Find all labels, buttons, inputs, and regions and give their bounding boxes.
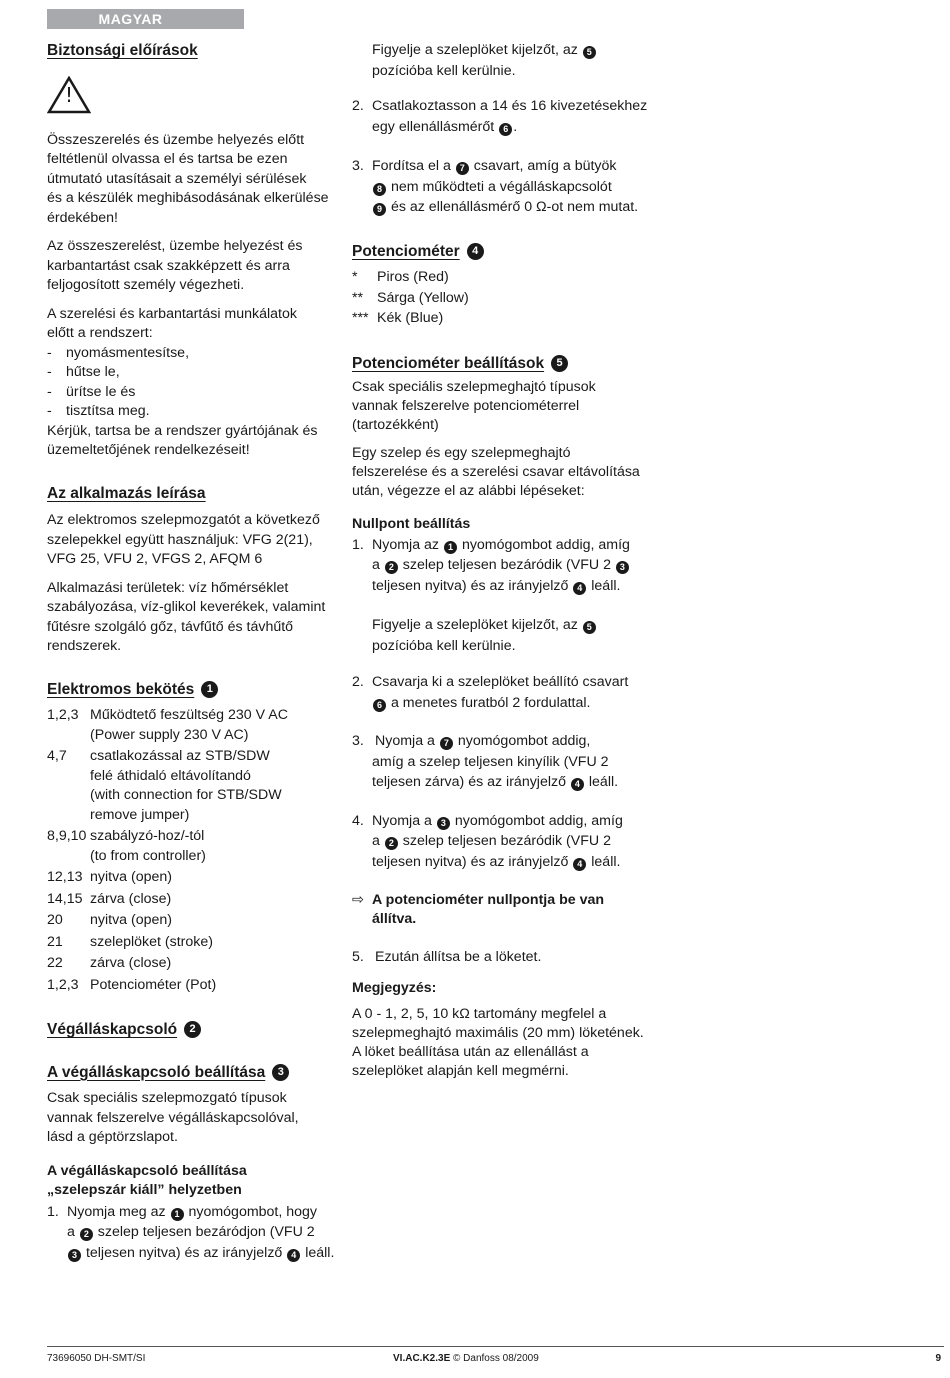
number-badge: 2 [184, 1021, 201, 1038]
doc-number: VI.AC.K2.3E [393, 1353, 451, 1364]
step-text: teljesen nyitva) és az irányjelző [85, 1244, 283, 1261]
list-marker: ** [352, 289, 364, 306]
callout-number: 4 [573, 582, 586, 595]
result-note [352, 891, 652, 929]
wire-color-list [352, 267, 652, 329]
terminal-label: 8,9,10 [47, 828, 87, 844]
terminal-label: 14,15 [47, 890, 83, 907]
text-line: pozícióba kell kerülnie. [372, 637, 516, 654]
footer-code: 73696050 DH-SMT/SI [47, 1353, 146, 1364]
list-marker: *** [352, 310, 369, 326]
callout-number: 8 [373, 183, 386, 196]
text-line: remove jumper) [90, 806, 190, 823]
potentiometer-settings-heading [352, 354, 652, 375]
callout-number: 2 [385, 837, 398, 850]
list-marker: - [47, 403, 52, 419]
step-text: Csatlakoztasson a 14 és 16 kivezetésekhez [372, 98, 648, 114]
step-text: a [372, 833, 380, 849]
number-badge: 3 [272, 1064, 289, 1081]
potset-paragraph-2 [352, 444, 652, 501]
text-line: szabályzó-hoz/-tól [90, 828, 205, 844]
terminal-label: 21 [47, 933, 63, 950]
limit-paragraph [47, 1089, 347, 1148]
terminal-label: 12,13 [47, 869, 83, 885]
step-text: szelep teljesen bezáródik (VFU 2 [402, 833, 611, 849]
text-line: karbantartást csak szakképzett és arra [47, 257, 290, 274]
text-line: Az elektromos szelepmozgatót a következő [47, 512, 320, 528]
text-line: Csak speciális szelepmozgató típusok [47, 1090, 287, 1106]
note-title: Megjegyzés: [352, 979, 437, 996]
step-number: 3. [352, 158, 364, 174]
terminal-label: 20 [47, 912, 63, 928]
text-line: vannak felszerelve végálláskapcsolóval, [47, 1109, 299, 1126]
list-item [47, 344, 347, 364]
text-line: után, végezze el az alábbi lépéseket: [352, 483, 585, 499]
terminal-description [90, 954, 347, 974]
limit-switch-heading [47, 1020, 347, 1040]
number-badge: 4 [467, 243, 484, 260]
list-text: tisztítsa meg. [66, 403, 150, 419]
table-row [47, 827, 347, 866]
list-item [352, 288, 652, 309]
list-marker: - [47, 383, 52, 400]
electrical-heading [47, 680, 347, 700]
callout-number: 5 [583, 621, 596, 634]
number-badge: 1 [201, 681, 218, 698]
text-line: pozícióba kell kerülnie. [372, 62, 516, 79]
step-text: a menetes furatból 2 fordulattal. [390, 694, 591, 711]
list-text: ürítse le és [66, 383, 136, 400]
text-line: nyitva (open) [90, 869, 173, 885]
potentiometer-heading [352, 242, 652, 263]
terminal-description [90, 933, 347, 953]
safety-heading [47, 41, 347, 61]
footer-divider [47, 1346, 944, 1347]
text-line: zárva (close) [90, 890, 172, 907]
terminal-description [90, 890, 347, 910]
limit-setting-title: A végálláskapcsoló beállítása [47, 1063, 266, 1081]
observation [352, 40, 652, 81]
text-line: rendszerek. [47, 638, 122, 654]
table-row [47, 976, 347, 996]
limit-setting-heading [47, 1063, 347, 1083]
step-text: Fordítsa el a [372, 158, 451, 174]
potentiometer-title: Potenciométer [352, 242, 460, 260]
text-line: szabályozása, víz-glikol keverékek, valamint [47, 599, 326, 615]
callout-number: 4 [573, 858, 586, 871]
text-line: és a készülék meghibásodásának elkerülése [47, 190, 329, 206]
text-line: zárva (close) [90, 955, 172, 971]
text-line: állítva. [372, 911, 417, 927]
step-number: 5. [352, 949, 364, 965]
number-badge: 5 [551, 355, 568, 372]
terminal-description [90, 706, 347, 745]
step-text: Nyomja a [372, 812, 432, 829]
potentiometer-settings-title: Potenciométer beállítások [352, 354, 545, 372]
text-line: előtt a rendszert: [47, 325, 153, 341]
step-text: amíg a szelep teljesen kinyílik (VFU 2 [372, 753, 609, 770]
step-number: 1. [47, 1203, 59, 1220]
right-column [352, 40, 652, 1081]
text-line: feltétlenül olvassa el és tartsa be ezen [47, 151, 288, 167]
text-line: Működtető feszültség 230 V AC [90, 707, 288, 723]
terminal-label: 4,7 [47, 748, 67, 764]
footer-doc-id [393, 1353, 539, 1364]
zero-point-heading [352, 514, 652, 535]
list-item [352, 731, 652, 793]
safety-paragraph-1 [47, 131, 347, 229]
text-line: Csak speciális szelepmeghajtó típusok [352, 379, 596, 395]
list-item [352, 156, 652, 218]
safety-paragraph-2 [47, 237, 347, 296]
application-heading [47, 484, 347, 504]
text-line: Egy szelep és egy szelepmeghajtó [352, 445, 571, 461]
step-text: egy ellenállásmérőt [372, 118, 495, 135]
list-item [352, 947, 652, 968]
callout-number: 7 [456, 162, 469, 175]
list-text: Sárga (Yellow) [377, 289, 469, 306]
list-marker: - [47, 344, 52, 361]
callout-number: 6 [373, 699, 386, 712]
step-number: 2. [352, 674, 364, 690]
note-paragraph [352, 1005, 652, 1081]
text-line: (tartozékként) [352, 417, 439, 433]
text-line: Figyelje a szeleplöket kijelzőt, az [372, 42, 578, 58]
text-line: csatlakozással az STB/SDW [90, 748, 270, 764]
list-marker: * [352, 269, 358, 285]
terminal-label: 1,2,3 [47, 976, 79, 993]
list-text: nyomásmentesítse, [66, 344, 190, 361]
list-item [47, 363, 347, 383]
step-text: nyomógombot addig, amíg [461, 536, 630, 553]
text-line: érdekében! [47, 209, 118, 226]
callout-number: 3 [616, 561, 629, 574]
warning-symbol: ! [65, 82, 74, 107]
terminal-description [90, 868, 347, 888]
step-text: szelep teljesen bezáródjon (VFU 2 [97, 1224, 315, 1240]
safety-paragraph-3 [47, 305, 347, 461]
step-text: teljesen nyitva) és az irányjelző [372, 853, 569, 870]
note-heading [352, 978, 652, 999]
copyright: © Danfoss 08/2009 [453, 1353, 539, 1364]
left-column [47, 41, 347, 1263]
list-item [352, 811, 652, 873]
callout-number: 3 [437, 817, 450, 830]
text-line: A 0 - 1, 2, 5, 10 kΩ tartomány megfelel a [352, 1006, 607, 1022]
text-line: VFG 25, VFU 2, VFGS 2, AFQM 6 [47, 551, 263, 567]
list-item [352, 535, 652, 597]
safety-title: Biztonsági előírások [47, 42, 198, 59]
step-text: nem működteti a végálláskapcsolót [390, 178, 612, 195]
text-line: A szerelési és karbantartási munkálatok [47, 305, 297, 322]
list-item [352, 672, 652, 713]
step-text: nyomógombot addig, [457, 733, 591, 749]
table-row [47, 706, 347, 745]
arrow-right-icon: ⇨ [352, 892, 364, 908]
callout-number: 9 [373, 203, 386, 216]
text-line: (Power supply 230 V AC) [90, 726, 249, 743]
step-text: leáll. [591, 853, 621, 870]
table-row [47, 954, 347, 974]
table-row [47, 933, 347, 953]
list-item [47, 402, 347, 422]
text-line: felé áthidaló eltávolítandó [90, 767, 251, 784]
step-number: 4. [352, 812, 364, 829]
callout-number: 2 [80, 1228, 93, 1241]
text-line: A löket beállítása után az ellenállást a [352, 1044, 589, 1060]
list-marker: - [47, 364, 52, 380]
limit-subheading [47, 1162, 347, 1201]
list-item [352, 96, 652, 137]
warning-icon [47, 76, 347, 116]
text-line: szeleplöket (stroke) [90, 933, 214, 950]
text-line: fűtésre szolgáló gőz, távfűtő és távhűtő [47, 618, 294, 635]
terminal-label: 1,2,3 [47, 707, 79, 723]
text-line: Kérjük, tartsa be a rendszer gyártójának és [47, 422, 318, 439]
text-line: feljogosított személy végezheti. [47, 277, 245, 293]
list-text: hűtse le, [66, 364, 120, 380]
step-text: a [67, 1224, 75, 1240]
table-row [47, 747, 347, 825]
step-number: 3. [352, 733, 364, 749]
step-text: szelep teljesen bezáródik (VFU 2 [402, 557, 611, 573]
step-text: csavart, amíg a bütyök [473, 158, 617, 174]
step-text: Nyomja az [372, 536, 440, 553]
application-paragraph-1 [47, 511, 347, 570]
table-row [47, 868, 347, 888]
text-line: Összeszerelés és üzembe helyezés előtt [47, 131, 305, 148]
list-text: Kék (Blue) [377, 310, 444, 326]
step-text: Nyomja a [375, 733, 435, 749]
text-line: (to from controller) [90, 847, 206, 864]
list-item [47, 1202, 347, 1264]
text-line: útmutató utasításait a személyi sérülések [47, 170, 307, 187]
table-row [47, 890, 347, 910]
step-text: Nyomja meg az [67, 1203, 166, 1220]
terminal-description [90, 976, 347, 996]
text-line: felszerelése és a szerelési csavar eltávolítása [352, 464, 640, 480]
terminal-description [90, 911, 347, 931]
step-text: Csavarja ki a szeleplöket beállító csavart [372, 674, 629, 690]
text-line: vannak felszerelve potenciométerrel [352, 398, 580, 414]
step-number: 1. [352, 536, 364, 553]
terminal-description [90, 827, 347, 866]
step-text: leáll. [591, 577, 621, 594]
observation [352, 615, 652, 656]
text-line: szelepmeghajtó maximális (20 mm) löketének. [352, 1025, 644, 1041]
step-text: teljesen zárva) és az irányjelző [372, 774, 566, 790]
application-title: Az alkalmazás leírása [47, 484, 206, 502]
step-text: teljesen nyitva) és az irányjelző [372, 577, 569, 594]
text-line: szeleplöket alapján kell megmérni. [352, 1063, 569, 1079]
text-line: nyitva (open) [90, 912, 173, 928]
callout-number: 6 [499, 123, 512, 136]
step-text: leáll. [305, 1244, 335, 1261]
table-row [47, 911, 347, 931]
terminal-description [90, 747, 347, 825]
electrical-title: Elektromos bekötés [47, 680, 195, 698]
potset-paragraph-1 [352, 378, 652, 435]
text-line: Potenciométer (Pot) [90, 976, 217, 993]
list-text: Piros (Red) [377, 269, 449, 285]
callout-number: 2 [385, 561, 398, 574]
callout-number: 5 [583, 46, 596, 59]
text-line: (with connection for STB/SDW [90, 787, 282, 803]
text-line: Alkalmazási területek: víz hőmérséklet [47, 579, 289, 596]
text-line: üzemeltetőjének rendelkezéseit! [47, 442, 250, 458]
callout-number: 4 [287, 1249, 300, 1262]
callout-number: 3 [68, 1249, 81, 1262]
step-text: Ezután állítsa be a löketet. [375, 949, 542, 965]
callout-number: 7 [440, 737, 453, 750]
text-line: „szelepszár kiáll” helyzetben [47, 1182, 242, 1198]
step-text: leáll. [588, 774, 619, 790]
callout-number: 1 [444, 541, 457, 554]
text-line: lásd a géptörzslapot. [47, 1129, 178, 1145]
step-text: . [513, 118, 518, 135]
limit-switch-title: Végálláskapcsoló [47, 1021, 178, 1038]
text-line: Figyelje a szeleplöket kijelzőt, az [372, 617, 578, 633]
callout-number: 4 [571, 778, 584, 791]
text-line: A végálláskapcsoló beállítása [47, 1162, 247, 1179]
text-line: A potenciométer nullpontja be van [372, 892, 605, 908]
page-number: 9 [935, 1353, 941, 1364]
connection-table [47, 706, 347, 995]
step-number: 2. [352, 98, 364, 114]
step-text: nyomógombot, hogy [188, 1203, 318, 1220]
list-item [352, 267, 652, 288]
application-paragraph-2 [47, 579, 347, 657]
step-text: a [372, 557, 380, 573]
list-item [47, 383, 347, 403]
language-label: MAGYAR [98, 11, 163, 27]
zero-point-title: Nullpont beállítás [352, 516, 471, 532]
step-text: nyomógombot addig, amíg [454, 812, 623, 829]
step-text: és az ellenállásmérő 0 Ω-ot nem mutat. [390, 199, 639, 215]
text-line: Az összeszerelést, üzembe helyezést és [47, 238, 303, 254]
language-banner [47, 9, 244, 29]
list-item [352, 308, 652, 329]
callout-number: 1 [171, 1208, 184, 1221]
text-line: szelepekkel együtt használjuk: VFG 2(21), [47, 531, 313, 548]
terminal-label: 22 [47, 955, 63, 971]
